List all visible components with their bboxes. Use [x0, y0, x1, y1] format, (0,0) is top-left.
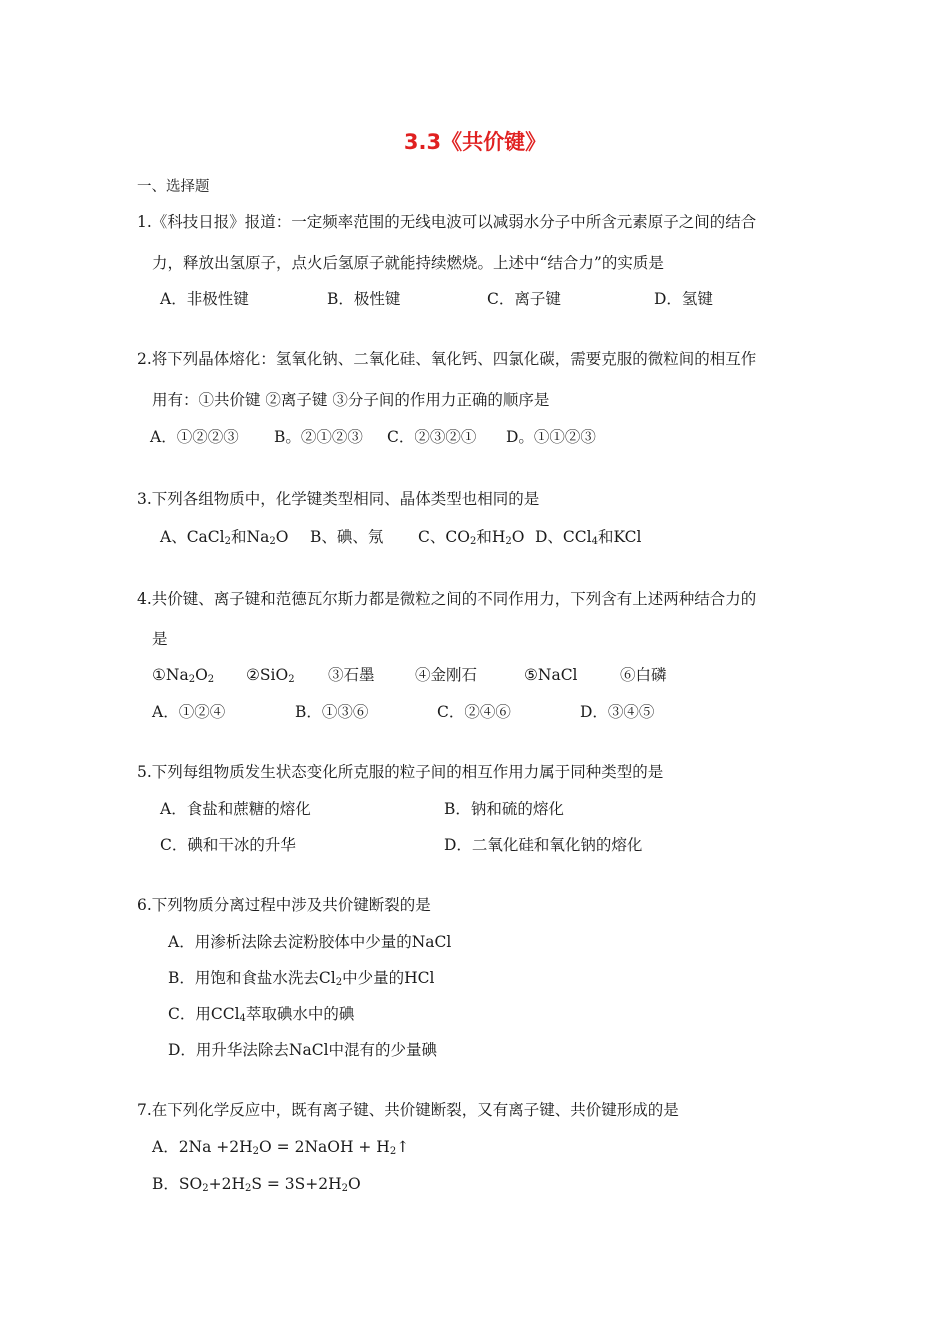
- question-4-line-2: 是: [152, 630, 168, 648]
- question-6-option-d: D．用升华法除去NaCl中混有的少量碘: [168, 1041, 438, 1059]
- question-6-line-1: 6.下列物质分离过程中涉及共价键断裂的是: [137, 896, 431, 914]
- question-6-option-a: A．用渗析法除去淀粉胶体中少量的NaCl: [168, 933, 452, 951]
- question-1-option-a: A．非极性键: [160, 290, 249, 308]
- question-3-option-b: B、碘、氖: [310, 528, 384, 546]
- question-3-option-c: C、$CO_2$和$H_2O$: [418, 528, 525, 547]
- question-1-line-1: 1.《科技日报》报道：一定频率范围的无线电波可以减弱水分子中所含元素原子之间的结合: [137, 213, 757, 231]
- question-4-item-4: ④金刚石: [415, 666, 478, 684]
- question-1-option-c: C．离子键: [487, 290, 561, 308]
- question-4-option-b: B．①③⑥: [295, 703, 369, 721]
- question-3-line-1: 3.下列各组物质中，化学键类型相同、晶体类型也相同的是: [137, 490, 540, 508]
- question-2-option-a: A．①②②③: [150, 428, 239, 446]
- question-5-option-d: D．二氧化硅和氧化钠的熔化: [444, 836, 643, 854]
- question-5-option-c: C．碘和干冰的升华: [160, 836, 296, 854]
- question-4-line-1: 4.共价键、离子键和范德瓦尔斯力都是微粒之间的不同作用力，下列含有上述两种结合力的: [137, 590, 757, 608]
- question-4-option-a: A．①②④: [152, 703, 226, 721]
- question-4-item-1: $①Na_2O_2$: [152, 666, 215, 685]
- question-4-item-5: ⑤NaCl: [524, 666, 578, 684]
- question-1-line-2: 力，释放出氢原子，点火后氢原子就能持续燃烧。上述中“结合力”的实质是: [152, 254, 664, 272]
- question-4-option-d: D．③④⑤: [580, 703, 655, 721]
- question-1-option-b: B．极性键: [327, 290, 401, 308]
- question-5-option-b: B．钠和硫的熔化: [444, 800, 564, 818]
- question-7-option-b: B．$SO_2+2H_2S = 3S+2H_2O$: [152, 1175, 361, 1194]
- page-title: 3.3《共价键》: [403, 130, 547, 154]
- question-3-option-d: D、CCl$_4$和KCl: [535, 528, 642, 547]
- question-5-line-1: 5.下列每组物质发生状态变化所克服的粒子间的相互作用力属于同种类型的是: [137, 763, 664, 781]
- question-6-option-b: B．用饱和食盐水洗去$Cl_2$中少量的HCl: [168, 969, 435, 988]
- question-2-option-b: B。②①②③: [274, 428, 363, 446]
- section-heading: 一、选择题: [137, 179, 210, 195]
- question-2-option-c: C．②③②①: [387, 428, 477, 446]
- question-4-option-c: C．②④⑥: [437, 703, 511, 721]
- question-7-option-a: A．$2Na +2H_2O$ = 2NaOH + $H_2↑$: [152, 1138, 410, 1157]
- question-2-line-1: 2.将下列晶体熔化：氢氧化钠、二氧化硅、氧化钙、四氯化碳，需要克服的微粒间的相互作: [137, 350, 757, 368]
- question-4-item-6: ⑥白磷: [620, 666, 667, 684]
- question-7-line-1: 7.在下列化学反应中，既有离子键、共价键断裂，又有离子键、共价键形成的是: [137, 1101, 679, 1119]
- question-2-line-2: 用有：①共价键 ②离子键 ③分子间的作用力正确的顺序是: [152, 391, 550, 409]
- question-5-option-a: A．食盐和蔗糖的熔化: [160, 800, 311, 818]
- question-1-option-d: D．氢键: [654, 290, 713, 308]
- question-6-option-c: C．用CCl$_4$萃取碘水中的碘: [168, 1005, 355, 1024]
- question-3-option-a: A、CaCl$_2$和$Na_2O$: [160, 528, 289, 547]
- question-4-item-3: ③石墨: [328, 666, 375, 684]
- question-2-option-d: D。①①②③: [506, 428, 596, 446]
- question-4-item-2: ②SiO$_2$: [246, 666, 295, 685]
